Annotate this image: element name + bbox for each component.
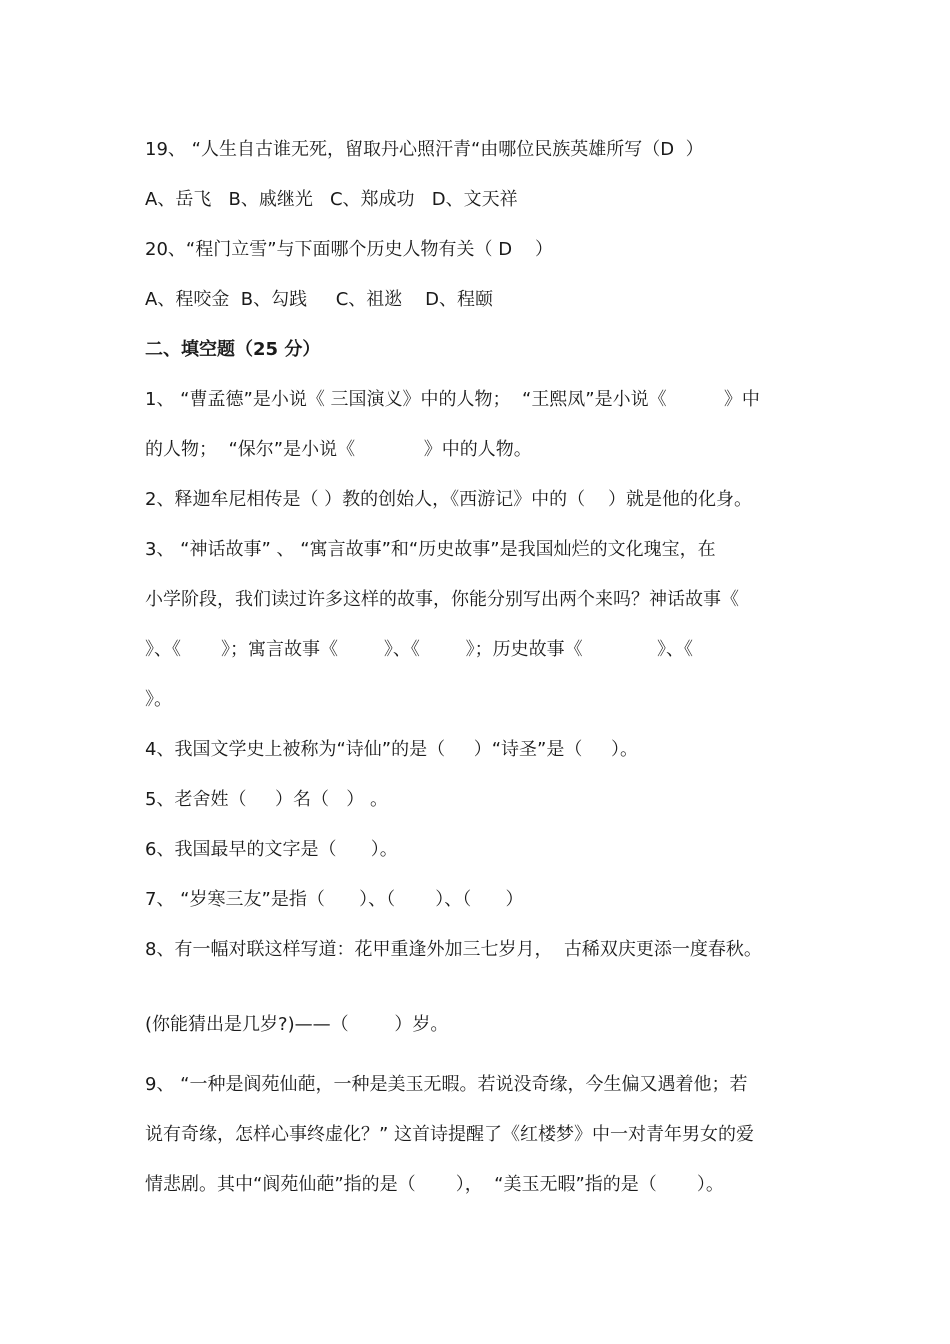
fill-question-3-line-1: 3、 “神话故事” 、 “寓言故事”和“历史故事”是我国灿烂的文化瑰宝，在 — [145, 539, 716, 560]
fill-question-8-line-1: 8、有一幅对联这样写道：花甲重逢外加三七岁月， 古稀双庆更添一度春秋。 — [145, 939, 762, 960]
fill-question-4: 4、我国文学史上被称为“诗仙”的是（ ）“诗圣”是（ ）。 — [145, 739, 638, 760]
fill-question-9-line-1: 9、 “一种是阆苑仙葩，一种是美玉无暇。若说没奇缘，今生偏又遇着他；若 — [145, 1074, 748, 1095]
fill-question-3-line-2: 小学阶段，我们读过许多这样的故事，你能分别写出两个来吗？神话故事《 — [145, 589, 739, 610]
fill-question-3-line-4: 》。 — [145, 689, 172, 710]
fill-question-9-line-3: 情悲剧。其中“阆苑仙葩”指的是（ ）， “美玉无暇”指的是（ ）。 — [145, 1174, 724, 1195]
section-heading-fill-in: 二、填空题（25 分） — [145, 339, 321, 360]
fill-question-1-line-1: 1、 “曹孟德”是小说《 三国演义》中的人物； “王熙凤”是小说《 》中 — [145, 389, 760, 410]
question-19: 19、 “人生自古谁无死，留取丹心照汗青“由哪位民族英雄所写（D ） — [145, 139, 704, 160]
fill-question-5: 5、老舍姓（ ）名（ ） 。 — [145, 789, 388, 810]
question-20: 20、“程门立雪”与下面哪个历史人物有关（ D ） — [145, 239, 554, 260]
fill-question-8-line-2: (你能猜出是几岁?)——（ ）岁。 — [145, 1014, 449, 1035]
fill-question-3-line-3: 》、《 》；寓言故事《 》、《 》；历史故事《 》、《 — [145, 639, 693, 660]
question-19-options: A、岳飞 B、戚继光 C、郑成功 D、文天祥 — [145, 189, 518, 210]
question-20-options: A、程咬金 B、勾践 C、祖逖 D、程颐 — [145, 289, 494, 310]
fill-question-6: 6、我国最早的文字是（ ）。 — [145, 839, 398, 860]
fill-question-9-line-2: 说有奇缘，怎样心事终虚化？” 这首诗提醒了《红楼梦》中一对青年男女的爱 — [145, 1124, 755, 1145]
fill-question-2: 2、释迦牟尼相传是（ ）教的创始人，《西游记》中的（ ）就是他的化身。 — [145, 489, 753, 510]
fill-question-1-line-2: 的人物； “保尔”是小说《 》中的人物。 — [145, 439, 532, 460]
fill-question-7: 7、 “岁寒三友”是指（ ）、（ ）、（ ） — [145, 889, 524, 910]
